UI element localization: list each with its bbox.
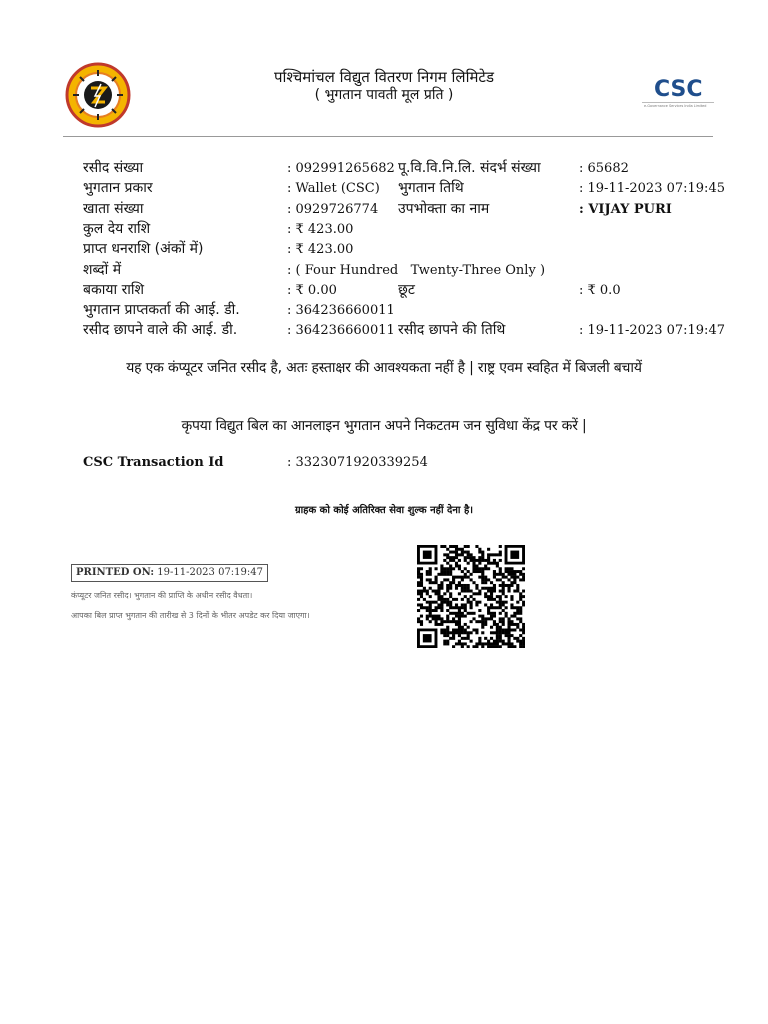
account-number-label: खाता संख्या [83,201,144,217]
receipt-row [0,280,768,300]
page-title: पश्चिमांचल विद्युत वितरण निगम लिमिटेड [273,68,495,86]
csc-transaction-label: CSC Transaction Id [83,455,224,470]
service-fee-note: ग्राहक को कोई अतिरिक्त सेवा शुल्क नहीं देना है। [294,505,474,516]
page-subtitle: ( भुगतान पावती मूल प्रति ) [314,87,454,103]
payment-date-label: भुगतान तिथि [398,180,464,196]
receipt-row [0,260,768,280]
receipt-row [0,178,768,198]
footer-line-1: कंप्यूटर जनित रसीद। भुगतान की प्राप्ति के अधीन रसीद वैधता। [71,591,253,600]
computer-generated-notice: यह एक कंप्यूटर जनित रसीद है, अतः हस्ताक्षर की आवश्यकता नहीं है | राष्ट्र एवम स्वहित में बिजली बचायें [126,360,642,376]
online-payment-notice: कृपया विद्युत बिल का आनलाइन भुगतान अपने निकटतम जन सुविधा केंद्र पर करें | [181,418,587,434]
receiver-id-value: : 364236660011 [287,303,395,318]
reference-number-value: : 65682 [579,161,629,176]
qr-code [417,545,525,648]
balance-value: : ₹ 0.00 [287,283,337,298]
receipt-number-value: : 092991265682 [287,161,395,176]
printer-id-label: रसीद छापने वाले की आई. डी. [83,322,238,338]
receipt-row [0,320,768,340]
printed-on-label: PRINTED ON: [76,567,155,578]
pvvnl-logo [58,62,138,128]
receiver-id-label: भुगतान प्राप्तकर्ता की आई. डी. [83,302,240,318]
amount-received-value: : ₹ 423.00 [287,242,354,257]
printed-on-value: 19-11-2023 07:19:47 [157,567,263,578]
payment-type-label: भुगतान प्रकार [83,180,153,196]
printer-id-value: : 364236660011 [287,323,395,338]
total-due-value: : ₹ 423.00 [287,222,354,237]
header-divider [63,136,713,137]
csc-logo-tagline: e-Governance Services India Limited [644,104,707,108]
csc-transaction-value: : 3323071920339254 [287,455,428,470]
csc-logo [640,72,716,108]
receipt-row [0,158,768,178]
csc-logo-text: CSC [654,77,703,102]
footer-line-2: आपका बिल प्राप्त भुगतान की तारीख से 3 दिनों के भीतर अपडेट कर दिया जाएगा। [71,611,310,620]
print-date-value: : 19-11-2023 07:19:47 [579,323,725,338]
balance-label: बकाया राशि [83,282,145,298]
printed-on-box [71,564,268,582]
print-date-label: रसीद छापने की तिथि [398,322,506,338]
receipt-number-label: रसीद संख्या [83,160,144,176]
payment-type-value: : Wallet (CSC) [287,181,380,196]
receipt-row [0,239,768,259]
receipt-row [0,300,768,320]
total-due-label: कुल देय राशि [83,221,151,237]
account-number-value: : 0929726774 [287,202,379,217]
consumer-name-label: उपभोक्ता का नाम [398,201,490,217]
payment-date-value: : 19-11-2023 07:19:45 [579,181,725,196]
reference-number-label: पू.वि.वि.नि.लि. संदर्भ संख्या [398,160,541,176]
discount-value: : ₹ 0.0 [579,283,621,298]
receipt-row [0,219,768,239]
amount-in-words-label: शब्दों में [83,262,122,278]
consumer-name-value: : VIJAY PURI [579,202,672,217]
receipt-row [0,199,768,219]
amount-received-label: प्राप्त धनराशि (अंकों में) [83,241,204,257]
amount-in-words-value: : ( Four Hundred Twenty-Three Only ) [287,263,546,278]
discount-label: छूट [398,282,415,298]
